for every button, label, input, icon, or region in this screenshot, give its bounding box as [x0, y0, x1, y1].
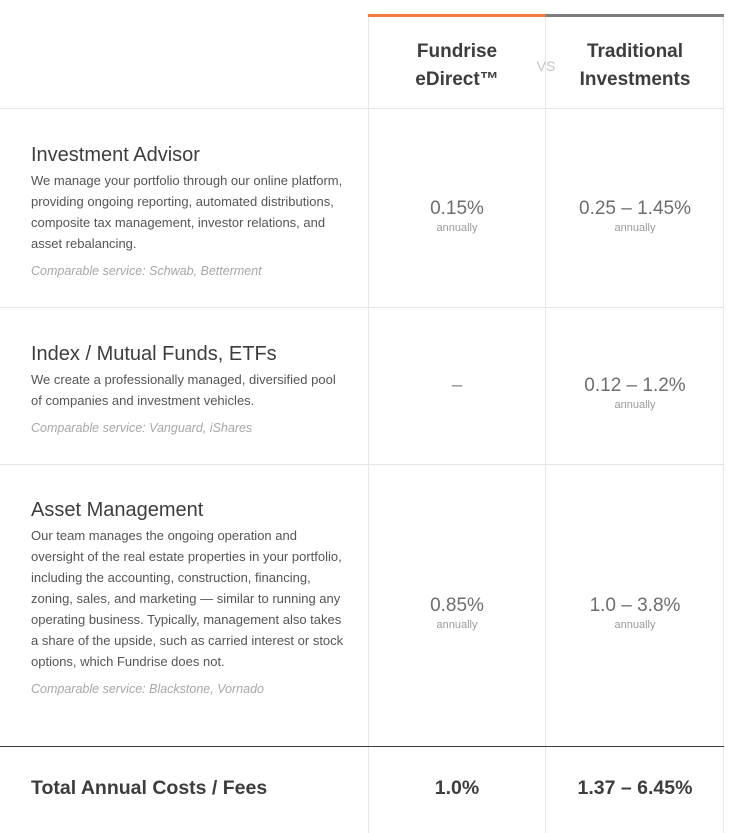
divider — [0, 108, 724, 109]
vs-label: VS — [536, 58, 556, 74]
fee-value: 1.0 – 3.8% — [589, 595, 681, 616]
traditional-column-header — [546, 38, 724, 94]
fee-period: annually — [614, 222, 656, 234]
fee-period: annually — [436, 222, 478, 234]
row-comparable-service: Comparable service: Blackstone, Vornado — [31, 682, 264, 696]
divider — [0, 307, 724, 308]
fundrise-column — [368, 16, 546, 833]
traditional-value-cell — [546, 374, 724, 412]
row-comparable-service: Comparable service: Vanguard, iShares — [31, 421, 253, 435]
row-index-mutual-funds — [31, 342, 349, 436]
fundrise-value-cell — [368, 197, 546, 235]
fee-period: annually — [614, 399, 656, 411]
traditional-total-value: 1.37 – 6.45% — [577, 777, 693, 799]
fundrise-column-header — [368, 38, 546, 94]
traditional-accent-bar — [546, 14, 724, 17]
row-title: Asset Management — [31, 499, 204, 521]
divider — [0, 464, 724, 465]
total-label: Total Annual Costs / Fees — [31, 777, 268, 799]
fundrise-value-cell — [368, 374, 546, 398]
row-description: We create a professionally managed, diversified pool of companies and investment vehicles. — [31, 372, 336, 408]
total-divider — [0, 746, 724, 747]
row-description: We manage your portfolio through our online platform, providing ongoing reporting, automated distributions, composite tax management, investor relations, and asset rebalancing. — [31, 173, 343, 251]
fee-value: 0.85% — [430, 595, 484, 616]
fee-value: 0.12 – 1.2% — [584, 375, 686, 396]
traditional-column — [546, 16, 724, 833]
traditional-header-label: Traditional Investments — [579, 41, 691, 90]
fee-value: 0.15% — [430, 198, 484, 219]
row-asset-management — [31, 498, 349, 697]
fundrise-value-cell — [368, 594, 546, 632]
row-investment-advisor — [31, 143, 349, 279]
row-title: Investment Advisor — [31, 144, 200, 166]
fee-value: – — [451, 375, 463, 396]
traditional-value-cell — [546, 197, 724, 235]
fee-period: annually — [436, 619, 478, 631]
row-description: Our team manages the ongoing operation and oversight of the real estate properties in your portfolio, including the accounting, construction, financing, zoning, sales, and marketing — similar to running any operating business. Typically, management also takes a share of the upside, such as carried interest or stock options, which Fundrise does not. — [31, 528, 344, 669]
row-comparable-service: Comparable service: Schwab, Betterment — [31, 264, 262, 278]
row-title: Index / Mutual Funds, ETFs — [31, 343, 277, 365]
fee-period: annually — [614, 619, 656, 631]
fundrise-accent-bar — [368, 14, 546, 17]
traditional-value-cell — [546, 594, 724, 632]
fee-value: 0.25 – 1.45% — [579, 198, 691, 219]
fundrise-total-value: 1.0% — [434, 777, 480, 799]
fundrise-header-label: Fundrise eDirect™ — [415, 41, 499, 90]
